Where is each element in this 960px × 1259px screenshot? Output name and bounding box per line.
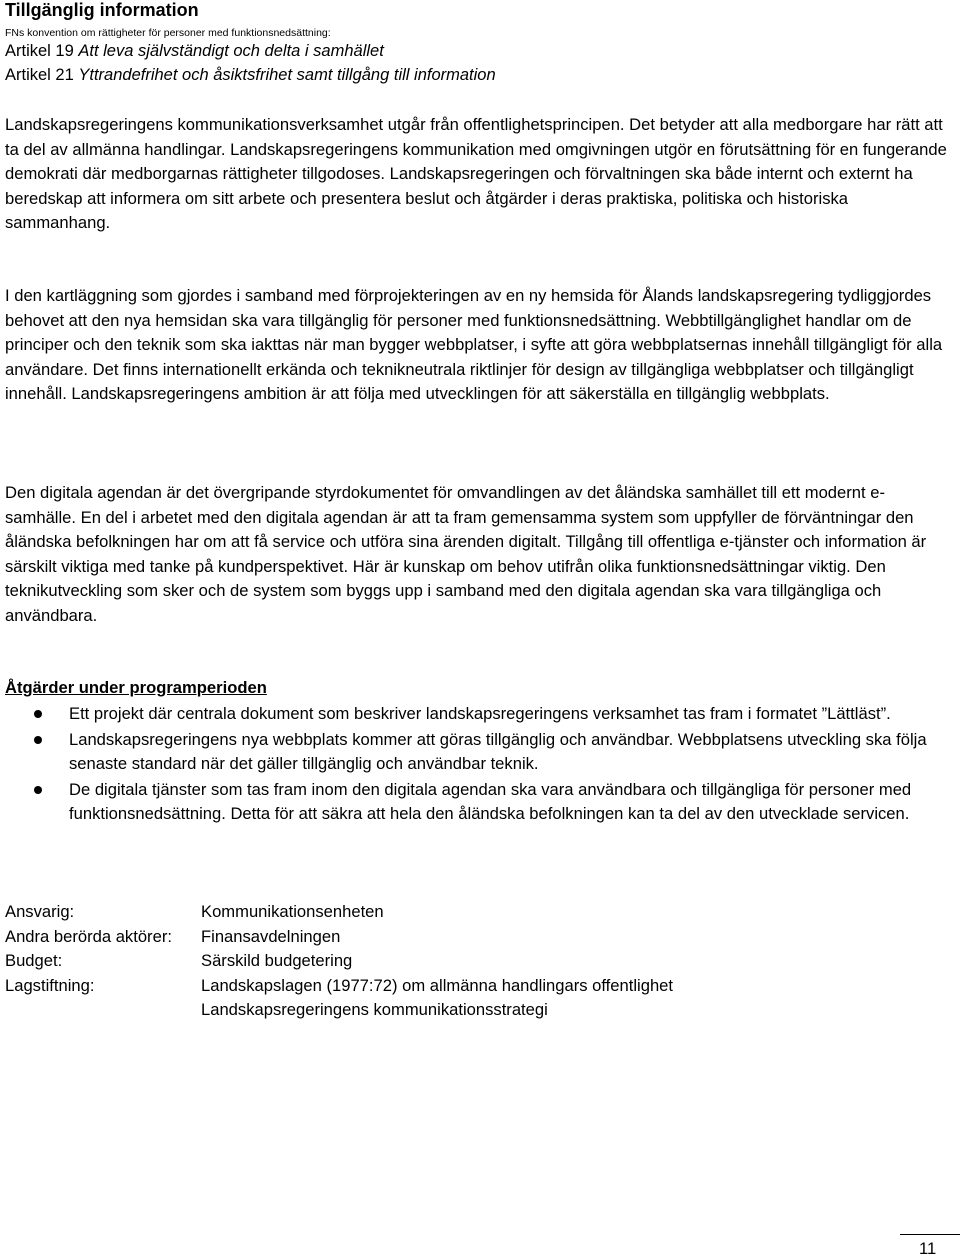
article-21-line: [5, 64, 496, 86]
measures-list: [5, 702, 950, 828]
list-item-text: Landskapsregeringens nya webbplats kommer att göras tillgänglig och användbar. Webbplatsens utveckling ska följa senaste standard när det gäller tillgänglig och användbar teknik.: [69, 729, 927, 773]
bullet-icon: [34, 736, 42, 744]
other-actors-label: Andra berörda aktörer:: [5, 926, 172, 946]
legislation-row: [5, 974, 673, 1023]
legislation-value: Landskapsregeringens kommunikationsstrategi: [201, 1000, 548, 1019]
legislation-values: [201, 974, 673, 1023]
other-actors-row: [5, 925, 673, 950]
legislation-label: Lagstiftning:: [5, 975, 95, 995]
page-number-rule: [900, 1234, 960, 1235]
paragraph-communication: Landskapsregeringens kommunikationsverksamhet utgår från offentlighetsprincipen. Det betyder att alla medborgare har rätt att ta del av allmänna handlingar. Landskapsregeringens kommunikation med omgivningen utgör en förutsättning för en fungerande demokrati där medborgarnas rättigheter tillgodoses. Landskapsregeringen och förvaltningen ska både internt och externt ha beredskap att informera om sitt arbete och presentera beslut och åtgärder i deras praktiska, politiska och historiska sammanhang.: [5, 115, 947, 232]
page-title: Tillgänglig information: [5, 0, 199, 20]
list-item-text: De digitala tjänster som tas fram inom den digitala agendan ska vara användbara och tillgängliga för personer med funktionsnedsättning. Detta för att säkra att hela den åländska befolkningen kan ta del av den utvecklade servicen.: [69, 779, 912, 823]
page-number: 11: [919, 1239, 937, 1258]
article-19-line: [5, 40, 384, 62]
article-number: Artikel 19: [5, 42, 79, 60]
page-subtitle: FNs konvention om rättigheter för personer med funktionsnedsättning:: [5, 27, 331, 39]
article-number: Artikel 21: [5, 66, 79, 84]
measures-heading: Åtgärder under programperioden: [5, 678, 267, 697]
budget-label: Budget:: [5, 951, 63, 970]
responsibility-info: [5, 900, 673, 1023]
responsible-label: Ansvarig:: [5, 902, 75, 921]
list-item: [5, 728, 950, 777]
other-actors-value: Finansavdelningen: [201, 926, 341, 946]
paragraph-digital-agenda: Den digitala agendan är det övergripande styrdokumentet för omvandlingen av det åländska samhället till ett modernt e-samhälle. En del i arbetet med den digitala agendan är att ta fram gemensamma system som uppfyller de förväntningar den åländska befolkningen har om att få service och utföra sina ärenden digitalt. Tillgång till offentliga e-tjänster och information är särskilt viktiga med tanke på kundperspektivet. Här är kunskap om behov utifrån olika funktionsnedsättningar viktig. Den teknikutveckling som sker och de system som byggs upp i samband med den digitala agendan ska vara tillgängliga och användbara.: [5, 483, 927, 625]
list-item: [5, 778, 950, 827]
article-name: Att leva självständigt och delta i samhället: [78, 42, 384, 60]
paragraph-web-accessibility: I den kartläggning som gjordes i samband med förprojekteringen av en ny hemsida för Ålands landskapsregering tydliggjordes behovet att den nya hemsidan ska vara tillgänglig för personer med funktionsnedsättning. Webbtillgänglighet handlar om de principer och den teknik som ska iakttas när man bygger webbplatser, i syfte att göra webbplatsernas innehåll tillgängligt för alla användare. Det finns internationellt erkända och teknikneutrala riktlinjer för design av tillgängliga webbplatser och tillgängligt innehåll. Landskapsregeringens ambition är att följa med utvecklingen för att säkerställa en tillgänglig webbplats.: [5, 286, 943, 403]
bullet-icon: [34, 710, 42, 718]
responsible-value: Kommunikationsenheten: [201, 902, 384, 921]
responsible-row: [5, 900, 673, 925]
bullet-icon: [34, 786, 42, 794]
budget-row: [5, 949, 673, 974]
list-item-text: Ett projekt där centrala dokument som beskriver landskapsregeringens verksamhet tas fram i formatet ”Lättläst”.: [69, 704, 891, 723]
list-item: [5, 702, 950, 727]
budget-value: Särskild budgetering: [201, 951, 353, 970]
legislation-value: Landskapslagen (1977:72) om allmänna handlingars offentlighet: [201, 975, 674, 995]
article-name: Yttrandefrihet och åsiktsfrihet samt tillgång till information: [78, 66, 496, 84]
